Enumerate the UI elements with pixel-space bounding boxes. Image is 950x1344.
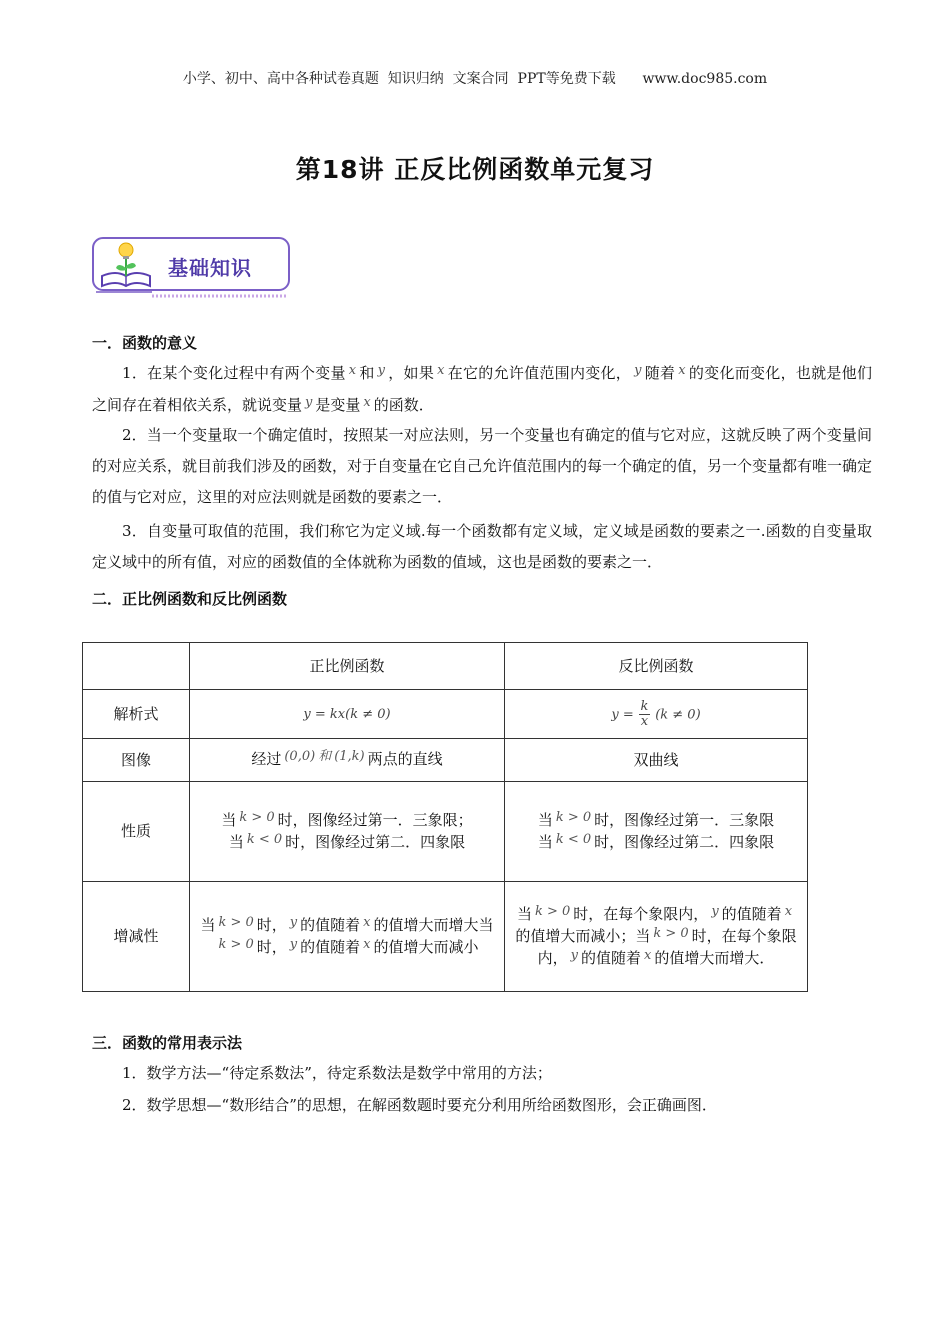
inverse-monotonicity — [505, 882, 808, 992]
paragraph-2: 2．当一个变量取一个确定值时，按照某一对应法则，另一个变量也有确定的值与它对应，这就反映了两个变量间的对应关系，就目前我们涉及的函数，对于自变量在它自己允许值范围内的每一个确定的值，另一个变量都有唯一确定的值与它对应，这里的对应法则就是函数的要素之一． — [92, 426, 873, 506]
inverse-formula-cell — [505, 690, 808, 739]
table-corner-cell — [83, 643, 190, 690]
text: 时，在每个象限内， — [573, 904, 709, 923]
text: 当 — [200, 915, 216, 934]
text: 当 — [537, 832, 553, 851]
math: x — [363, 936, 371, 952]
text: 当 — [228, 832, 244, 851]
text: 两点的直线 — [367, 750, 443, 768]
text-line — [200, 832, 494, 854]
text: 的值随着 — [300, 915, 361, 934]
paragraph-1 — [92, 358, 872, 422]
inverse-graph: 双曲线 — [505, 739, 808, 782]
text: 的函数． — [373, 396, 434, 414]
text: 1．在某个变化过程中有两个变量 — [122, 364, 346, 382]
text: 时，在每个象限内， — [537, 926, 797, 967]
inverse-fraction — [639, 700, 651, 729]
section-heading-meaning: 一．函数的意义 — [92, 334, 198, 352]
math: y — [570, 947, 578, 963]
direct-graph — [190, 739, 505, 782]
table-row — [83, 882, 808, 992]
math: k > 0 — [218, 936, 254, 952]
math-var: x — [348, 363, 357, 378]
text: 时，图像经过第一．三象限； — [277, 810, 473, 829]
text-line — [515, 832, 797, 854]
math-point: (0,0) — [284, 749, 316, 764]
direct-monotonicity — [190, 882, 505, 992]
text: 的值增大而增大． — [654, 948, 775, 967]
comparison-table — [82, 642, 808, 992]
math-var: x — [363, 395, 371, 410]
row-label-graph: 图像 — [83, 739, 190, 782]
text: 时， — [256, 915, 287, 934]
math: x — [363, 914, 371, 930]
math: y — [289, 936, 298, 952]
inverse-property — [505, 782, 808, 882]
page-title: 第18讲 正反比例函数单元复习 — [295, 155, 655, 184]
math: y — [711, 903, 719, 919]
math-var: x — [678, 363, 686, 378]
text: 时，图像经过第一．三象限 — [594, 810, 775, 829]
math-var: y — [377, 363, 385, 378]
text: 的值随着 — [300, 937, 361, 956]
page-header: 小学、初中、高中各种试卷真题 知识归纳 文案合同 PPT等免费下载 www.doc985.com — [182, 71, 768, 87]
text: 的值增大而减小；当 — [515, 926, 651, 945]
col-header-inverse: 反比例函数 — [505, 643, 808, 690]
text: 时，图像经过第二．四象限 — [285, 832, 466, 851]
fraction-denominator: x — [640, 713, 649, 729]
col-header-direct: 正比例函数 — [190, 643, 505, 690]
text: 在它的允许值范围内变化， — [447, 364, 632, 382]
table-row — [83, 739, 808, 782]
row-label-monotonicity: 增减性 — [83, 882, 190, 992]
text: ，如果 — [387, 364, 435, 382]
text: 当 — [516, 904, 532, 923]
text-line — [515, 810, 797, 832]
math: k > 0 — [653, 925, 689, 941]
math: y — [289, 914, 298, 930]
text: 的值随着 — [581, 948, 642, 967]
math-var: x — [437, 363, 445, 378]
text: 经过 — [251, 750, 282, 768]
text: 是变量 — [315, 396, 361, 414]
math-var: y — [634, 363, 642, 378]
text: 当 — [537, 810, 553, 829]
text: 的值随着 — [721, 904, 782, 923]
table-row — [83, 782, 808, 882]
fraction-numerator: k — [640, 698, 649, 714]
inverse-formula-condition: (k ≠ 0) — [655, 707, 701, 722]
text: 和 — [359, 364, 375, 382]
math: x — [644, 947, 652, 963]
text: 和 — [318, 749, 332, 764]
paragraph-thinking: 2．数学思想—“数形结合”的思想，在解函数题时要充分利用所给函数图形，会正确画图． — [122, 1096, 717, 1114]
badge-label: 基础知识 — [168, 256, 252, 280]
math: k < 0 — [246, 831, 283, 847]
text: 时， — [256, 937, 287, 956]
direct-property — [190, 782, 505, 882]
table-row — [83, 690, 808, 739]
section-heading-proportional: 二．正比例函数和反比例函数 — [92, 590, 288, 608]
math-var: y — [305, 395, 313, 410]
text: 的值增大而增大当 — [373, 915, 494, 934]
text: 当 — [221, 810, 237, 829]
text: 随着 — [644, 364, 676, 382]
section-heading-representation: 三．函数的常用表示法 — [92, 1034, 243, 1052]
math: k > 0 — [555, 809, 592, 825]
math: k < 0 — [555, 831, 592, 847]
text-line — [200, 810, 494, 832]
text: 的值增大而减小 — [373, 937, 479, 956]
direct-formula: y = kx(k ≠ 0) — [190, 690, 505, 739]
math: x — [784, 903, 793, 919]
row-label-property: 性质 — [83, 782, 190, 882]
math: k > 0 — [218, 914, 254, 930]
math-point: (1,k) — [334, 749, 365, 764]
row-label-formula: 解析式 — [83, 690, 190, 739]
paragraph-method: 1．数学方法—“待定系数法”，待定系数法是数学中常用的方法； — [122, 1064, 552, 1082]
math: k > 0 — [534, 903, 571, 919]
text: 时，图像经过第二．四象限 — [594, 832, 775, 851]
table-header-row — [83, 643, 808, 690]
text: 的变化而变化，也就是他们之间存在着相依关系，就说变量 — [92, 364, 872, 414]
math: k > 0 — [239, 809, 275, 825]
paragraph-3: 3．自变量可取值的范围，我们称它为定义域.每一个函数都有定义域，定义域是函数的要素之一.函数的自变量取定义域中的所有值，对应的函数值的全体就称为函数的值域，这也是函数的要素之一． — [92, 522, 872, 571]
inverse-formula-y: y = — [611, 707, 634, 722]
